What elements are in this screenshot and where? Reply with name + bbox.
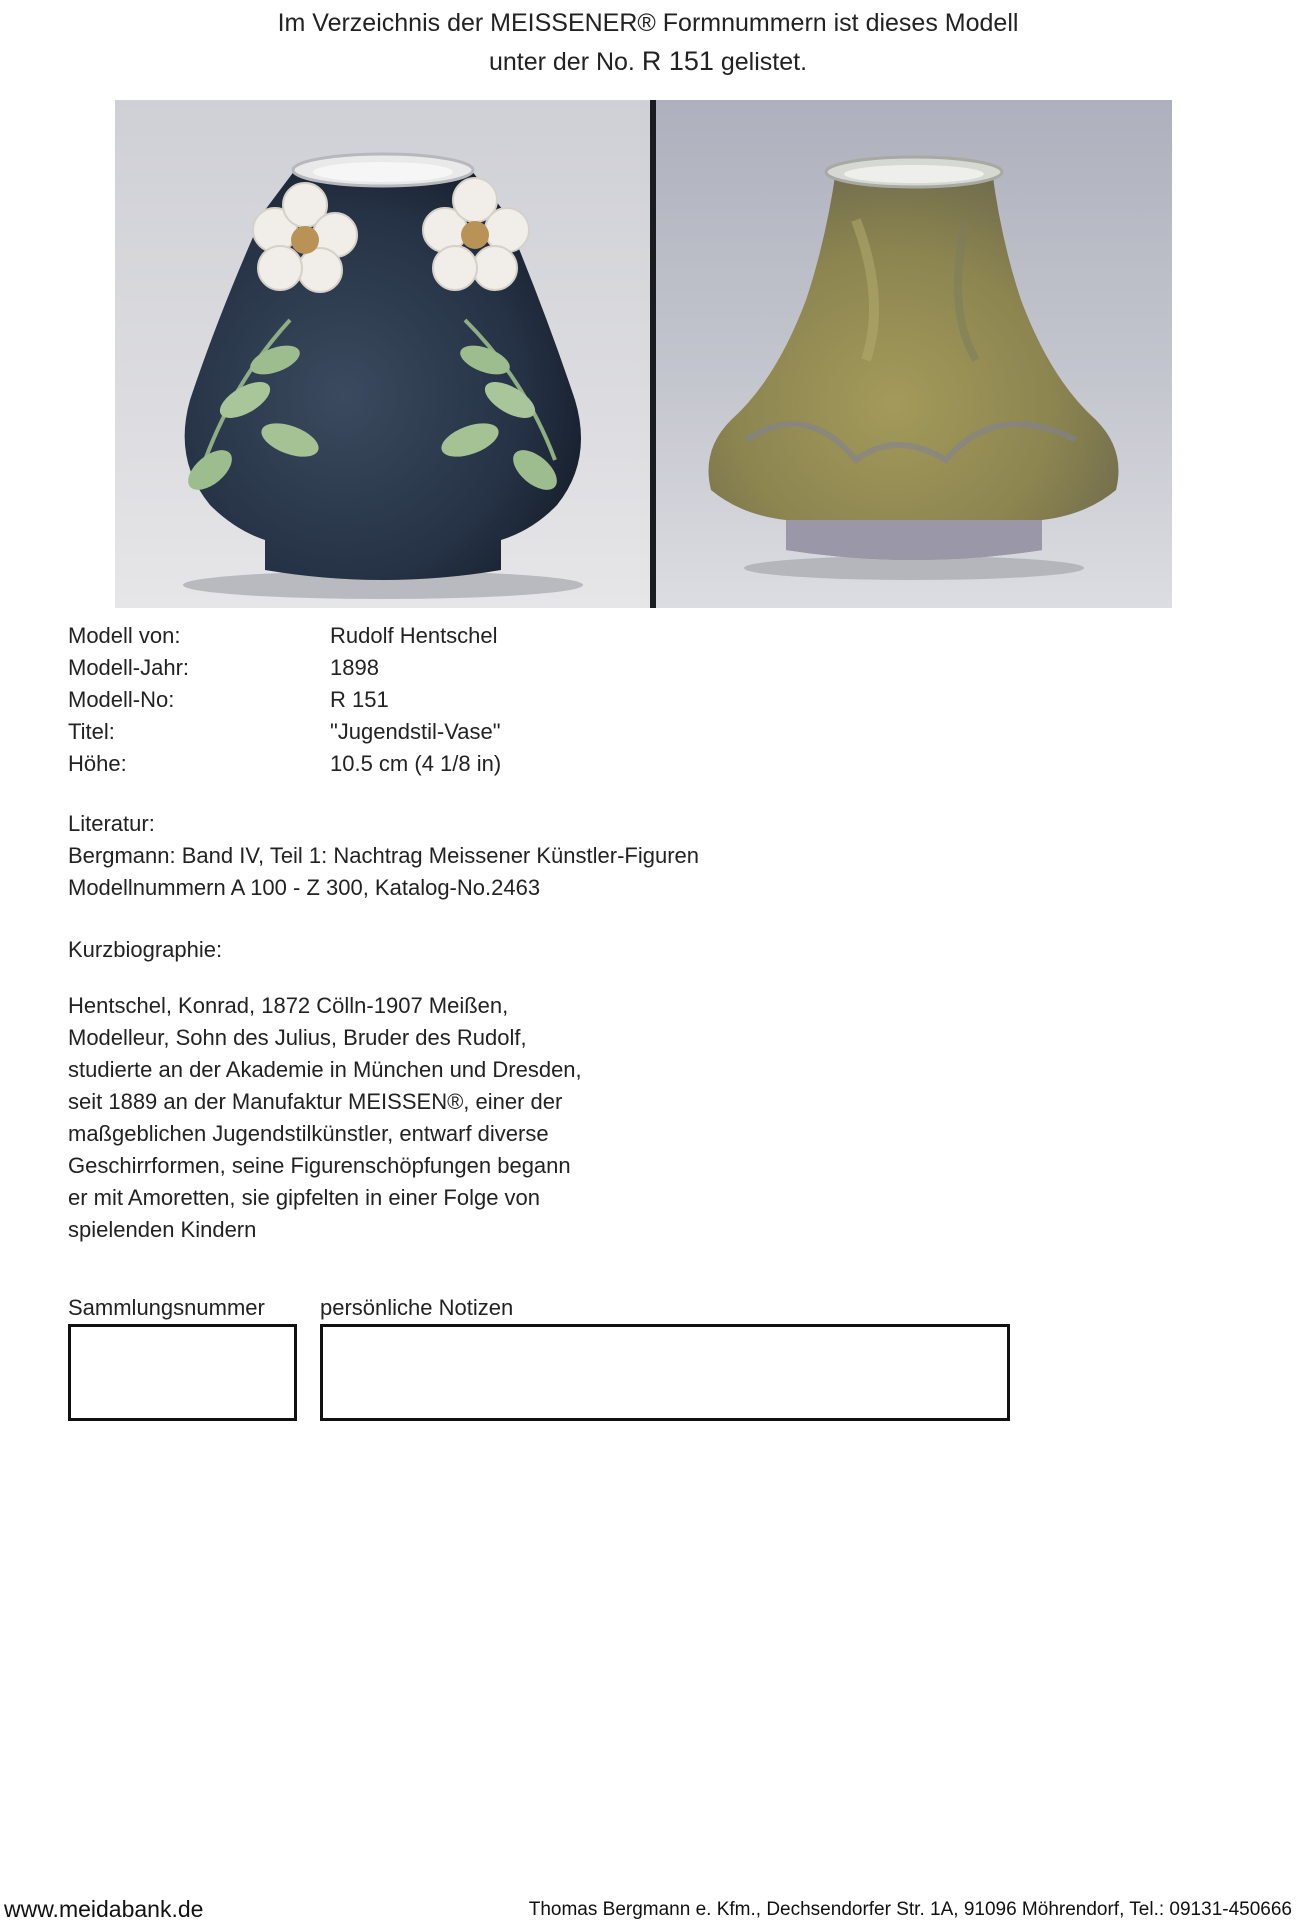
biography-line: Hentschel, Konrad, 1872 Cölln-1907 Meißen, [68,993,509,1018]
biography-line: maßgeblichen Jugendstilkünstler, entwarf diverse [68,1121,549,1146]
detail-row-height [68,748,501,780]
vase-photo-green-glaze [656,100,1172,608]
detail-row-model-no [68,684,501,716]
collection-number-label: Sammlungsnummer [68,1295,265,1320]
detail-row-title [68,716,501,748]
detail-value: Rudolf Hentschel [330,623,498,648]
detail-label: Modell-No: [68,687,175,712]
collection-number-box[interactable] [68,1324,297,1421]
detail-value: R 151 [330,687,389,712]
detail-label: Höhe: [68,751,127,776]
detail-row-artist [68,620,501,652]
header-line-1: Im Verzeichnis der MEISSENER® Formnummern ist dieses Modell [277,9,1019,37]
model-details [68,620,501,780]
detail-value: 1898 [330,655,379,680]
biography-line: studierte an der Akademie in München und Dresden, [68,1057,582,1082]
footer-website[interactable]: www.meidabank.de [4,1896,204,1920]
header-line-2 [0,42,1296,81]
literature-label: Literatur: [68,811,155,836]
biography-line: spielenden Kindern [68,1217,257,1242]
biography-line: Modelleur, Sohn des Julius, Bruder des Rudolf, [68,1025,527,1050]
header-line-2-suffix: gelistet. [720,48,808,76]
detail-row-year [68,652,501,684]
header-line-2-prefix: unter der No. [488,48,635,76]
product-photos [115,100,1172,608]
literature-line-2: Modellnummern A 100 - Z 300, Katalog-No.2463 [68,875,541,900]
page-header [0,4,1296,81]
detail-label: Modell-Jahr: [68,655,190,680]
biography-text [68,990,668,1246]
detail-value: 10.5 cm (4 1/8 in) [330,751,502,776]
detail-value: "Jugendstil-Vase" [330,719,501,744]
biography-line: er mit Amoretten, sie gipfelten in einer Folge von [68,1185,541,1210]
personal-notes-box[interactable] [320,1324,1010,1421]
detail-label: Modell von: [68,623,181,648]
header-model-number: R 151 [641,46,714,76]
biography-label: Kurzbiographie: [68,937,223,962]
detail-label: Titel: [68,719,115,744]
literature-line-1: Bergmann: Band IV, Teil 1: Nachtrag Meissener Künstler-Figuren [68,843,699,868]
footer-address: Thomas Bergmann e. Kfm., Dechsendorfer Str. 1A, 91096 Möhrendorf, Tel.: 09131-450666 [528,1899,1292,1920]
literature-section [68,808,699,904]
vase-photo-blue-floral [115,100,650,608]
biography-line: seit 1889 an der Manufaktur MEISSEN®, einer der [68,1089,563,1114]
biography-line: Geschirrformen, seine Figurenschöpfungen begann [68,1153,571,1178]
personal-notes-label: persönliche Notizen [320,1295,514,1320]
